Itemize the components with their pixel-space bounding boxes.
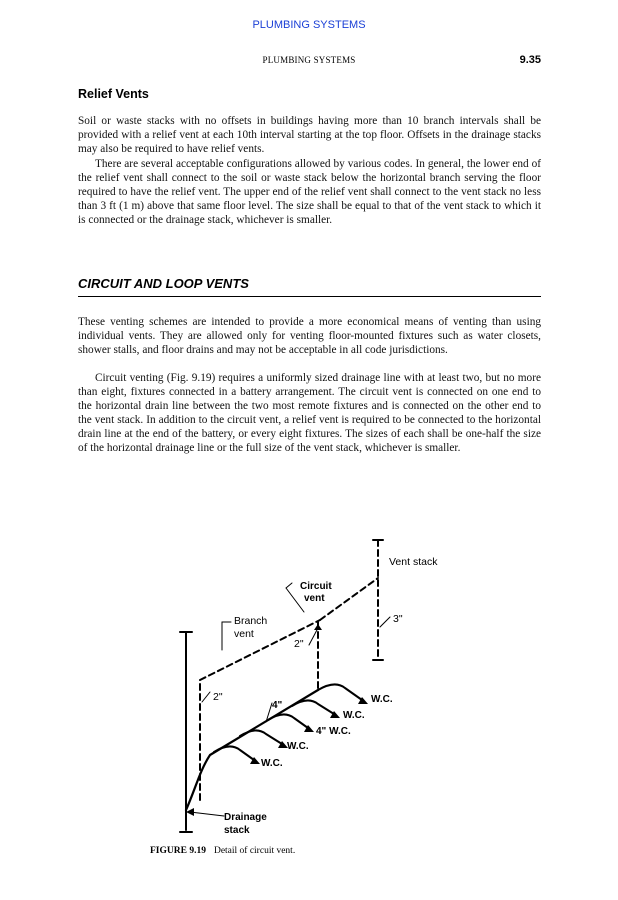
label-branch: Branch (234, 615, 268, 627)
label-wc-4: W.C. (287, 741, 309, 752)
page-header-title: PLUMBING SYSTEMS (262, 55, 356, 65)
figure-caption-text: Detail of circuit vent. (213, 846, 296, 856)
wc-branch-4 (240, 730, 282, 744)
label-wc-2: W.C. (343, 710, 365, 721)
wc-branch-3 (268, 714, 308, 728)
wc-branch-1 (318, 684, 362, 700)
label-vent-stack: Vent stack (389, 556, 438, 568)
label-4-inch: 4" (272, 700, 283, 711)
label-wc-3: 4" W.C. (316, 726, 351, 737)
label-wc-5: W.C. (261, 758, 283, 769)
circuit-vent-arrow (314, 624, 322, 630)
label-circuit: Circuit (300, 581, 332, 592)
label-drainage: Drainage (224, 812, 267, 823)
figure-caption (150, 846, 295, 856)
wc-branch-5 (214, 746, 254, 760)
label-2-inch-circuit: 2" (294, 638, 304, 650)
label-2-inch-relief: 2" (213, 691, 223, 703)
running-header: PLUMBING SYSTEMS (252, 19, 366, 31)
page-number: 9.35 (519, 54, 541, 66)
paragraph-relief-2: There are several acceptable configurations allowed by various codes. In general, the lower end of the relief vent shall connect to the soil or waste stack below the horizontal branch serving the floor required to have the relief vent. The upper end of the relief vent shall connect to the vent stack no less than 3 ft (1 m) above that same floor level. The size shall be equal to that of the vent stack to which it is connected or the drainage stack, whichever is smaller. (78, 158, 541, 227)
figure-number: FIGURE 9.19 (150, 846, 206, 856)
wc-branch-2 (292, 700, 334, 714)
label-stack: stack (224, 825, 250, 836)
label-wc-1: W.C. (371, 694, 393, 705)
label-circuit-vent: vent (304, 593, 325, 604)
label-branch-vent: vent (234, 628, 254, 640)
section-heading-circuit-loop-vents: CIRCUIT AND LOOP VENTS (78, 276, 249, 291)
paragraph-circuit-1: These venting schemes are intended to provide a more economical means of venting than using individual vents. They are allowed only for venting floor-mounted fixtures such as water closets, shower stalls, and floor drains and may not be acceptable in all code jurisdictions. (78, 316, 541, 357)
section-heading-relief-vents: Relief Vents (78, 87, 149, 101)
circuit-vent-diagram (150, 530, 480, 845)
label-3-inch: 3" (393, 613, 403, 625)
heading-rule (78, 296, 541, 297)
paragraph-relief-1: Soil or waste stacks with no offsets in buildings having more than 10 branch intervals shall be provided with a relief vent at each 10th interval starting at the top floor. Offsets in the drainage stacks may also be required to have relief vents. (78, 115, 541, 156)
paragraph-circuit-2: Circuit venting (Fig. 9.19) requires a uniformly sized drainage line with at least two, but no more than eight, fixtures connected in a battery arrangement. The circuit vent is connected on one end to the horizontal drain line between the two most remote fixtures and is connected on the other end to the vent stack. In addition to the circuit vent, a relief vent is required to be connected to the horizontal drain line at the end of the battery, or every eight fixtures. The sizes of each shall be one-half the size of the horizontal drainage line or the full size of the vent stack, whichever is smaller. (78, 372, 541, 455)
